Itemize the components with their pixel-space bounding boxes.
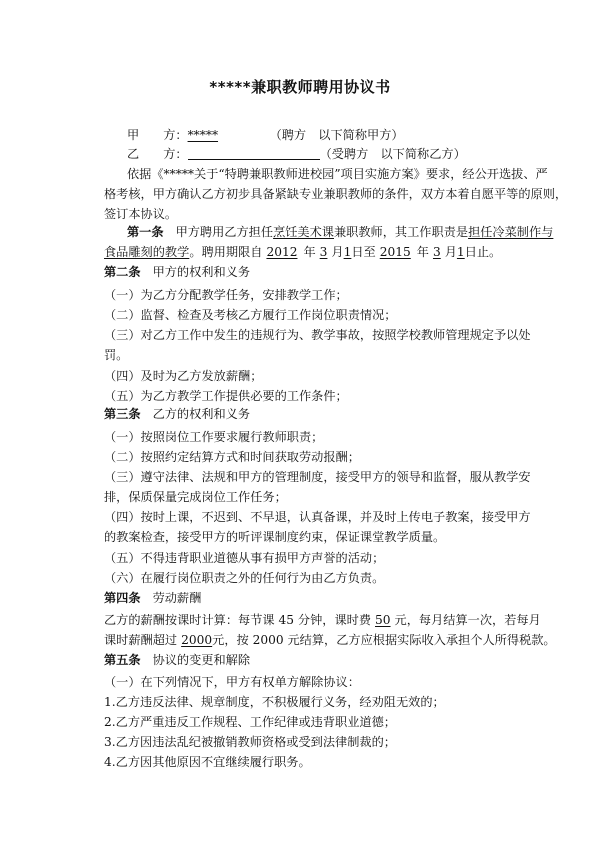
article-5-item: 2.乙方严重违反工作规程、工作纪律或违背职业道德； — [104, 715, 396, 729]
day-end-label: 日止。 — [464, 245, 502, 259]
article-3-item: （三）遵守法律、法规和甲方的管理制度，接受甲方的领导和监督，服从教学安 — [104, 470, 531, 484]
article-3-subtitle: 乙方的权利和义务 — [152, 407, 251, 421]
article-1-text: 兼职教师，其工作职责是 — [334, 225, 469, 239]
article-1-line-2 — [104, 243, 504, 261]
article-2-subtitle: 甲方的权利和义务 — [152, 265, 251, 279]
start-month: 3 — [319, 245, 328, 259]
article-1-heading: 第一条 — [127, 225, 164, 239]
intro-line: 格考核，甲方确认乙方初步具备紧缺专业兼职教师的条件，双方本着自愿平等的原则， — [104, 187, 568, 201]
article-3-item: （四）按时上课，不迟到、不早退，认真备课，并及时上传电子教案，接受甲方 — [104, 510, 531, 524]
article-4-text: 元，每月结算一次，若每月 — [394, 613, 541, 627]
article-4-line-1 — [104, 611, 541, 629]
article-3-heading: 第三条 — [104, 407, 141, 421]
month-label: 月 — [444, 245, 457, 259]
article-1-duty-1: 担任冷菜制作与 — [468, 225, 554, 239]
article-2-heading-line — [104, 263, 504, 281]
document-title: *****兼职教师聘用协议书 — [209, 78, 391, 96]
party-a-label-2: 方： — [163, 128, 188, 142]
article-5-item: 1.乙方违反法律、规章制度，不积极履行义务，经劝阻无效的； — [104, 695, 445, 709]
article-5-heading-line — [104, 651, 504, 669]
party-a-value: ***** — [187, 128, 219, 142]
article-2-item: （一）为乙方分配教学任务，安排教学工作； — [104, 288, 348, 302]
class-fee: 50 — [375, 613, 391, 627]
article-5-item: （一）在下列情况下，甲方有权单方解除协议： — [104, 675, 360, 689]
article-2-item: （四）及时为乙方发放薪酬； — [104, 369, 263, 383]
article-2-item: （五）为乙方教学工作提供必要的工作条件； — [104, 389, 348, 403]
article-1-text: 甲方聘用乙方担任 — [175, 225, 274, 239]
article-2-item: （三）对乙方工作中发生的违规行为、教学事故，按照学校教师管理规定予以处 — [104, 328, 531, 342]
article-1-duty-2: 食品雕刻的教学 — [104, 245, 190, 259]
party-b-value — [188, 146, 320, 160]
article-4-text: 乙方的薪酬按课时计算：每节课 45 分钟，课时费 — [104, 613, 372, 627]
month-label: 月 — [331, 245, 344, 259]
article-1-line-1 — [127, 223, 554, 241]
article-2-item: 罚。 — [104, 348, 129, 362]
article-3-item: （六）在履行岗位职责之外的任何行为由乙方负责。 — [104, 571, 385, 585]
article-4-line-2 — [104, 631, 556, 649]
party-b-label-1: 乙 — [127, 147, 140, 161]
article-4-subtitle: 劳动薪酬 — [152, 591, 202, 605]
article-5-subtitle: 协议的变更和解除 — [152, 653, 251, 667]
article-3-item: 排，保质保量完成岗位工作任务； — [104, 490, 287, 504]
end-year: 2015 — [379, 245, 411, 259]
party-a-note: （聘方 以下简称甲方） — [269, 128, 404, 142]
article-3-item: （五）不得违背职业道德从事有损甲方声誉的活动； — [104, 551, 385, 565]
intro-line: 依据《*****关于“特聘兼职教师进校园”项目实施方案》要求，经公开选拔、严 — [127, 167, 548, 181]
start-day: 1 — [343, 245, 352, 259]
article-4-heading-line — [104, 589, 504, 607]
article-4-text: 元，按 2000 元结算，乙方应根据实际收入承担个人所得税款。 — [212, 633, 556, 647]
party-a-line — [127, 126, 527, 144]
day-to-label: 日至 — [351, 245, 376, 259]
end-month: 3 — [432, 245, 441, 259]
article-3-item: 的教案检查，接受甲方的听评课制度约束，保证课堂教学质量。 — [104, 530, 446, 544]
article-3-item: （二）按照约定结算方式和时间获取劳动报酬； — [104, 450, 360, 464]
year-label: 年 — [303, 245, 316, 259]
year-label: 年 — [416, 245, 429, 259]
start-year: 2012 — [266, 245, 298, 259]
party-b-note: （受聘方 以下简称乙方） — [319, 147, 466, 161]
intro-line: 签订本协议。 — [104, 207, 178, 221]
article-3-item: （一）按照岗位工作要求履行教师职责； — [104, 430, 324, 444]
article-5-item: 4.乙方因其他原因不宜继续履行职务。 — [104, 755, 311, 769]
party-b-line — [127, 145, 527, 163]
article-5-item: 3.乙方因违法乱纪被撤销教师资格或受到法律制裁的； — [104, 735, 396, 749]
article-3-heading-line — [104, 405, 504, 423]
salary-cap: 2000 — [181, 633, 213, 647]
article-1-course: 烹饪美术课 — [273, 225, 334, 239]
article-4-heading: 第四条 — [104, 591, 141, 605]
article-1-text: 。聘用期限自 — [189, 245, 263, 259]
article-2-heading: 第二条 — [104, 265, 141, 279]
article-2-item: （二）监督、检查及考核乙方履行工作岗位职责情况； — [104, 308, 397, 322]
party-a-label-1: 甲 — [127, 128, 140, 142]
article-4-text: 课时薪酬超过 — [104, 633, 178, 647]
article-5-heading: 第五条 — [104, 653, 141, 667]
end-day: 1 — [456, 245, 465, 259]
party-b-label-2: 方： — [163, 147, 188, 161]
